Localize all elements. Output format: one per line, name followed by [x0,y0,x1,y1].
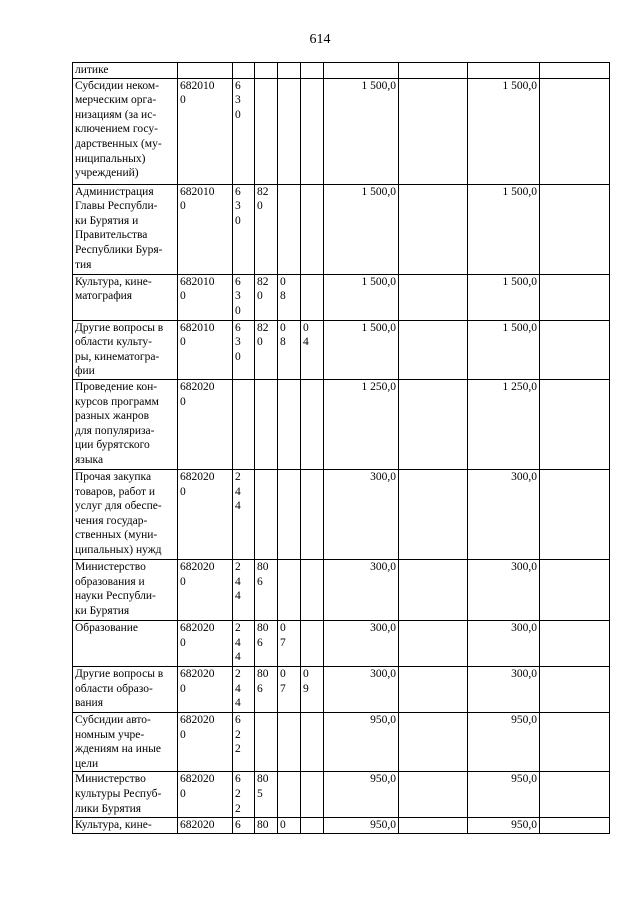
subsection-code [301,620,324,666]
target-article-code-line: 682020 [180,470,215,483]
empty-amount-cell [540,274,610,320]
target-article-code [178,818,233,834]
amount-second: 300,0 [468,559,540,620]
item-name-line: Культура, кине- [75,275,152,288]
ministry-code [255,63,278,79]
amount-second: 950,0 [468,818,540,834]
target-article-code-line: 0 [180,290,186,303]
item-name-line: цели [75,757,99,770]
section-code [278,63,301,79]
item-name-line: ры, кинематогра- [75,350,160,363]
ministry-code [255,184,278,274]
item-name-line: Министерство [75,560,146,573]
expense-type-code-line: 2 [235,743,241,756]
item-name-line: вания [75,697,103,710]
target-article-code [178,620,233,666]
item-name-line: ки Бурятия и [75,214,139,227]
section-code [278,379,301,469]
ministry-code [255,666,278,712]
target-article-code-line: 682020 [180,560,215,573]
item-name-line: ки Бурятия [75,604,130,617]
ministry-code [255,818,278,834]
item-name-line: области образо- [75,682,153,695]
expense-type-code-line: 3 [235,200,241,213]
item-name [73,63,178,79]
target-article-code [178,379,233,469]
expense-type-code-line: 4 [235,682,241,695]
item-name-line: Образование [75,621,139,634]
section-code-line: 8 [280,336,286,349]
item-name-line: литике [75,64,109,76]
empty-amount-cell [399,772,468,818]
amount-total [324,63,399,79]
item-name-line: учреждений) [75,167,139,180]
expense-type-code [233,666,255,712]
target-article-code [178,772,233,818]
item-name-line: Проведение кон- [75,380,158,393]
target-article-code [178,320,233,379]
expense-type-code-line: 2 [235,787,241,800]
empty-amount-cell [399,274,468,320]
subsection-code [301,712,324,771]
expense-type-code [233,712,255,771]
amount-total: 300,0 [324,559,399,620]
empty-amount-cell [540,379,610,469]
empty-amount-cell [399,379,468,469]
expense-type-code-line: 3 [235,94,241,107]
item-name-line: курсов программ [75,395,159,408]
item-name [73,78,178,184]
table-row [73,620,610,666]
amount-total: 300,0 [324,666,399,712]
table-row [73,78,610,184]
subsection-code-line: 9 [303,682,309,695]
target-article-code-line: 682010 [180,79,215,92]
target-article-code-line: 0 [180,336,186,349]
ministry-code [255,274,278,320]
subsection-code [301,63,324,79]
item-name-line: номным учре- [75,728,145,741]
expense-type-code [233,620,255,666]
item-name [73,666,178,712]
table-row [73,818,610,834]
expense-type-code [233,63,255,79]
expense-type-code-line: 2 [235,728,241,741]
item-name-line: Культура, кине- [75,819,152,832]
empty-amount-cell [540,184,610,274]
ministry-code-line: 0 [257,290,263,303]
target-article-code-line: 682010 [180,275,215,288]
item-name-line: культуры Респуб- [75,787,162,800]
item-name-line: Другие вопросы в [75,321,164,334]
section-code [278,559,301,620]
section-code [278,469,301,559]
item-name-line: ключением госу- [75,123,158,136]
table-row [73,184,610,274]
target-article-code-line: 682020 [180,667,215,680]
expense-type-code-line: 6 [235,773,241,786]
amount-second: 1 500,0 [468,184,540,274]
target-article-code-line: 0 [180,485,186,498]
item-name-line: ждениям на иные [75,743,161,756]
table-row [73,772,610,818]
item-name-line: ции бурятского [75,439,150,452]
target-article-code-line: 682020 [180,621,215,634]
section-code-line: 7 [280,636,286,649]
amount-second: 950,0 [468,772,540,818]
amount-second: 1 500,0 [468,274,540,320]
amount-total: 300,0 [324,620,399,666]
target-article-code [178,712,233,771]
ministry-code [255,379,278,469]
item-name-line: Правительства [75,229,148,242]
item-name-line: тия [75,258,92,271]
expense-type-code-line: 2 [235,667,241,680]
target-article-code-line: 682020 [180,713,215,726]
item-name [73,320,178,379]
amount-second: 1 500,0 [468,320,540,379]
ministry-code-line: 6 [257,575,263,588]
item-name-line: фии [75,365,95,378]
empty-amount-cell [399,559,468,620]
table-row [73,320,610,379]
expense-type-code-line: 6 [235,713,241,726]
subsection-code [301,818,324,834]
expense-type-code-line: 6 [235,79,241,92]
item-name-line: разных жанров [75,410,150,423]
amount-total: 1 250,0 [324,379,399,469]
item-name-line: низациям (за ис- [75,108,157,121]
ministry-code [255,772,278,818]
section-code-line: 0 [280,321,286,334]
target-article-code-line: 0 [180,728,186,741]
expense-type-code-line: 4 [235,697,241,710]
page-number: 614 [309,32,331,47]
table-row [73,559,610,620]
ministry-code [255,469,278,559]
amount-total: 1 500,0 [324,78,399,184]
item-name-line: услуг для обеспе- [75,500,162,513]
expense-type-code [233,274,255,320]
expense-type-code [233,320,255,379]
expense-type-code-line: 6 [235,321,241,334]
section-code-line: 0 [280,621,286,634]
target-article-code-line: 0 [180,682,186,695]
expense-type-code-line: 2 [235,560,241,573]
budget-table [72,62,610,834]
item-name-line: ниципальных) [75,152,146,165]
table-row [73,666,610,712]
empty-amount-cell [540,772,610,818]
expense-type-code-line: 6 [235,819,241,832]
empty-amount-cell [399,78,468,184]
table-row [73,712,610,771]
item-name-line: дарственных (му- [75,137,162,150]
section-code [278,184,301,274]
subsection-code [301,274,324,320]
target-article-code-line: 0 [180,200,186,213]
ministry-code [255,78,278,184]
section-code-line: 8 [280,290,286,303]
target-article-code-line: 682010 [180,185,215,198]
item-name [73,469,178,559]
item-name-line: языка [75,453,104,466]
section-code [278,274,301,320]
amount-second: 300,0 [468,620,540,666]
empty-amount-cell [540,666,610,712]
item-name [73,184,178,274]
ministry-code-line: 0 [257,200,263,213]
ministry-code [255,712,278,771]
item-name [73,772,178,818]
empty-amount-cell [399,320,468,379]
item-name [73,818,178,834]
target-article-code [178,78,233,184]
expense-type-code-line: 4 [235,590,241,603]
amount-total: 1 500,0 [324,320,399,379]
amount-second: 1 250,0 [468,379,540,469]
item-name-line: Субсидии авто- [75,713,151,726]
expense-type-code [233,818,255,834]
target-article-code [178,666,233,712]
subsection-code-line: 0 [303,321,309,334]
section-code [278,712,301,771]
expense-type-code-line: 2 [235,470,241,483]
expense-type-code-line: 4 [235,636,241,649]
empty-amount-cell [540,63,610,79]
item-name-line: Администрация [75,185,154,198]
target-article-code [178,184,233,274]
section-code [278,620,301,666]
section-code-line: 0 [280,275,286,288]
item-name [73,559,178,620]
item-name-line: Республики Буря- [75,243,163,256]
section-code [278,666,301,712]
table-row [73,379,610,469]
item-name-line: ственных (муни- [75,529,158,542]
empty-amount-cell [399,469,468,559]
empty-amount-cell [399,63,468,79]
item-name [73,620,178,666]
table-row [73,469,610,559]
section-code-line: 7 [280,682,286,695]
expense-type-code [233,184,255,274]
amount-total: 950,0 [324,712,399,771]
expense-type-code-line: 2 [235,802,241,815]
item-name-line: товаров, работ и [75,485,156,498]
section-code [278,320,301,379]
expense-type-code-line: 3 [235,336,241,349]
ministry-code-line: 80 [257,560,269,573]
ministry-code-line: 82 [257,185,269,198]
expense-type-code-line: 2 [235,621,241,634]
item-name-line: мерческим орга- [75,94,157,107]
item-name-line: для популяриза- [75,424,155,437]
empty-amount-cell [540,818,610,834]
empty-amount-cell [540,469,610,559]
target-article-code-line: 682020 [180,773,215,786]
empty-amount-cell [399,818,468,834]
empty-amount-cell [399,712,468,771]
subsection-code [301,772,324,818]
expense-type-code-line: 4 [235,500,241,513]
expense-type-code-line: 4 [235,651,241,664]
target-article-code [178,469,233,559]
ministry-code [255,620,278,666]
target-article-code-line: 682020 [180,380,215,393]
item-name-line: ципальных) нужд [75,543,162,556]
ministry-code-line: 5 [257,787,263,800]
item-name-line: Прочая закупка [75,470,152,483]
amount-second: 300,0 [468,666,540,712]
amount-total: 300,0 [324,469,399,559]
ministry-code-line: 80 [257,773,269,786]
empty-amount-cell [540,712,610,771]
amount-total: 950,0 [324,818,399,834]
subsection-code [301,184,324,274]
target-article-code [178,274,233,320]
item-name-line: Субсидии неком- [75,79,160,92]
empty-amount-cell [540,620,610,666]
item-name-line: чения государ- [75,514,148,527]
subsection-code [301,320,324,379]
section-code [278,818,301,834]
target-article-code-line: 0 [180,787,186,800]
subsection-code [301,559,324,620]
expense-type-code [233,469,255,559]
empty-amount-cell [540,559,610,620]
item-name [73,379,178,469]
expense-type-code-line: 0 [235,350,241,363]
ministry-code-line: 80 [257,621,269,634]
empty-amount-cell [540,78,610,184]
table-row [73,63,610,79]
target-article-code-line: 0 [180,395,186,408]
item-name-line: матография [75,290,133,303]
item-name-line: образования и [75,575,145,588]
expense-type-code-line: 0 [235,214,241,227]
section-code-line: 0 [280,819,286,832]
expense-type-code [233,559,255,620]
expense-type-code-line: 4 [235,485,241,498]
target-article-code-line: 682010 [180,321,215,334]
item-name [73,274,178,320]
ministry-code-line: 6 [257,682,263,695]
amount-second: 300,0 [468,469,540,559]
subsection-code [301,379,324,469]
expense-type-code-line: 3 [235,290,241,303]
expense-type-code-line: 0 [235,304,241,317]
ministry-code-line: 6 [257,636,263,649]
ministry-code-line: 80 [257,819,269,832]
section-code [278,78,301,184]
target-article-code-line: 0 [180,94,186,107]
target-article-code-line: 0 [180,575,186,588]
target-article-code [178,63,233,79]
expense-type-code [233,772,255,818]
table-row [73,274,610,320]
item-name-line: лики Бурятия [75,802,142,815]
ministry-code-line: 0 [257,336,263,349]
empty-amount-cell [540,320,610,379]
amount-total: 950,0 [324,772,399,818]
target-article-code-line: 0 [180,636,186,649]
empty-amount-cell [399,666,468,712]
section-code [278,772,301,818]
amount-total: 1 500,0 [324,184,399,274]
item-name-line: Главы Республи- [75,200,158,213]
amount-total: 1 500,0 [324,274,399,320]
amount-second [468,63,540,79]
amount-second: 1 500,0 [468,78,540,184]
empty-amount-cell [399,620,468,666]
expense-type-code [233,78,255,184]
ministry-code [255,559,278,620]
item-name-line: области культу- [75,336,152,349]
item-name-line: науки Республи- [75,590,156,603]
subsection-code [301,78,324,184]
expense-type-code-line: 6 [235,275,241,288]
expense-type-code-line: 4 [235,575,241,588]
expense-type-code [233,379,255,469]
ministry-code [255,320,278,379]
item-name [73,712,178,771]
amount-second: 950,0 [468,712,540,771]
subsection-code [301,666,324,712]
subsection-code-line: 0 [303,667,309,680]
target-article-code [178,559,233,620]
section-code-line: 0 [280,667,286,680]
ministry-code-line: 82 [257,275,269,288]
item-name-line: Министерство [75,773,146,786]
expense-type-code-line: 0 [235,108,241,121]
item-name-line: Другие вопросы в [75,667,164,680]
target-article-code-line: 682020 [180,819,215,832]
subsection-code-line: 4 [303,336,309,349]
expense-type-code-line: 6 [235,185,241,198]
ministry-code-line: 80 [257,667,269,680]
ministry-code-line: 82 [257,321,269,334]
subsection-code [301,469,324,559]
empty-amount-cell [399,184,468,274]
